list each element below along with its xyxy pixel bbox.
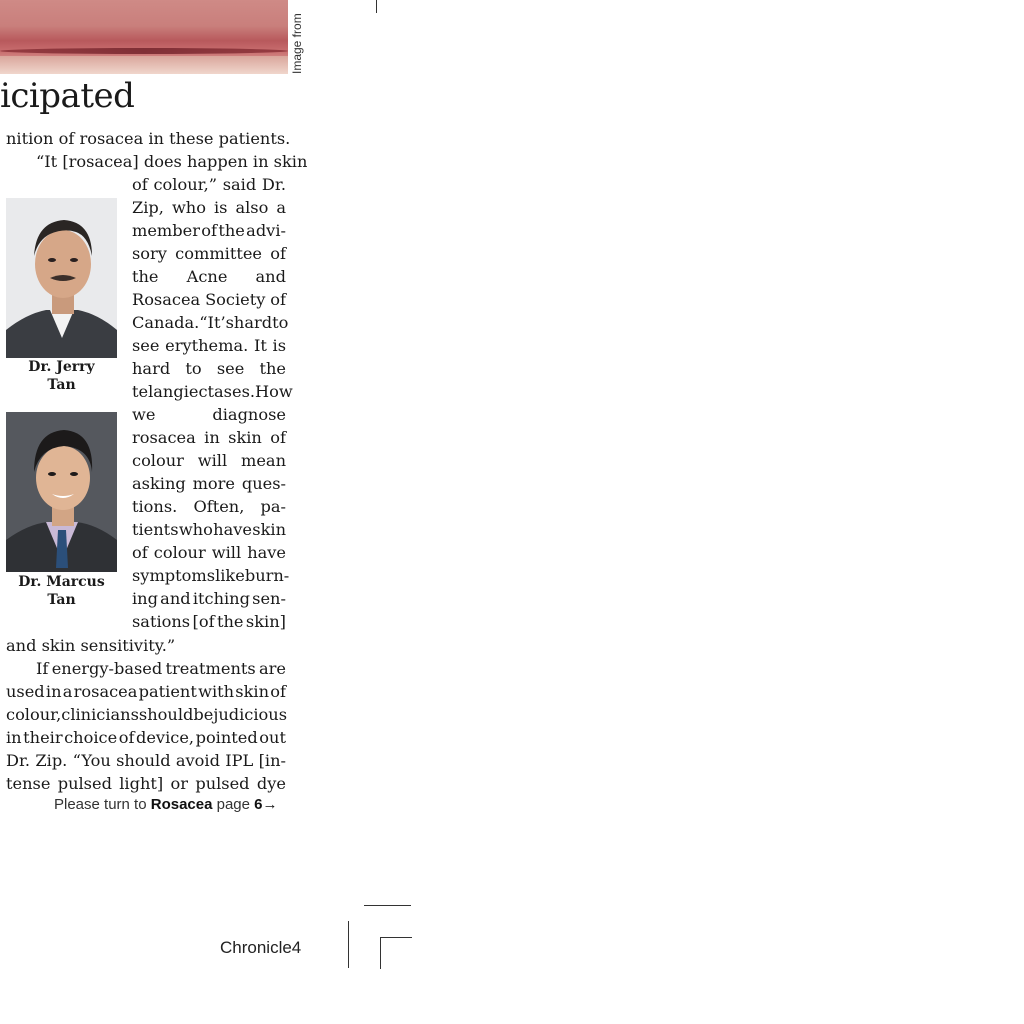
word: skin [235,682,270,701]
crop-mark-horizontal [364,905,411,906]
caption-jerry-line1: Dr. Jerry [28,359,95,375]
word: skin [228,428,262,447]
word: burn- [244,566,290,585]
image-credit: Image from [290,13,304,74]
article-body-paragraph-2 [6,657,286,797]
paragraph-2-line [6,680,286,703]
caption-marcus-line1: Dr. Marcus [18,574,105,590]
word: clinicians [61,705,139,724]
word: energy-based [51,659,163,678]
word: How [255,382,293,401]
word: should [116,751,171,770]
word: member [132,221,200,240]
word: should [138,705,194,724]
word: of [118,728,135,747]
word: more [192,474,235,493]
word: colour,” [153,175,217,194]
word: and [160,589,191,608]
word: we [132,405,156,424]
word: of [132,175,148,194]
word: pointed [195,728,258,747]
word: erythema. [165,336,249,355]
word: [of [192,612,215,631]
continuation-line [54,796,278,813]
word: light] [119,774,164,793]
word: sations [132,612,191,631]
dr-marcus-tan-photo [6,412,117,572]
word: also [235,198,269,217]
paragraph-2-line [6,703,286,726]
word: sory [132,244,167,263]
word: [in- [258,751,286,770]
paragraph-2-line [6,772,286,795]
word: telangiectases. [132,382,256,401]
word: colour, [6,705,62,724]
word: will [211,543,242,562]
word: a [276,198,286,217]
wrapped-body-line [132,357,286,380]
word: “It’s [199,313,234,332]
word: avoid [175,751,220,770]
word: of [270,290,286,309]
wrapped-body-line [132,403,286,426]
word: are [259,659,286,678]
caption-marcus-tan [6,573,117,609]
caption-jerry-line2: Tan [47,377,76,393]
word: or [170,774,189,793]
word: diagnose [212,405,286,424]
wrapped-body-line [132,311,289,334]
word: colour [132,451,184,470]
word: hard [233,313,273,332]
word: to [185,359,202,378]
word: judicious [213,705,288,724]
word: the [132,267,159,286]
word: Zip, [132,198,164,217]
word: is [272,336,286,355]
wrapped-body-line [132,449,286,472]
wrapped-body-line [132,219,286,242]
caption-marcus-line2: Tan [47,592,76,608]
publication-title: Chronicle4 [220,938,302,957]
word: device, [135,728,195,747]
word: who [171,198,206,217]
continuation-page-number: 6 [254,796,263,813]
word: see [216,359,245,378]
word: asking [132,474,186,493]
article-body-wrapped [132,173,293,633]
word: symptoms [132,566,216,585]
word: Rosacea [132,290,201,309]
word: of [132,543,148,562]
word: “You [72,751,111,770]
word: will [197,451,228,470]
word: tions. [132,497,178,516]
word: a [62,682,73,701]
gutter-rule [348,921,349,968]
word: of [201,221,218,240]
word: rosacea [73,682,138,701]
word: skin [252,520,286,539]
word: rosacea [132,428,196,447]
word: to [272,313,289,332]
wrapped-body-line [132,541,286,564]
word: hard [132,359,171,378]
word: in [45,682,62,701]
word: itching [192,589,250,608]
wrapped-body-line [132,242,286,265]
paragraph-2-line [36,657,286,680]
word: tense [6,774,51,793]
word: tients [132,520,179,539]
word: said [222,175,257,194]
word: committee [175,244,263,263]
wrapped-body-line [132,334,286,357]
word: the [218,221,245,240]
word: their [23,728,63,747]
wrapped-body-line [132,173,286,196]
word: the [217,612,244,631]
body-line-2: “It [rosacea] does happen in skin [36,152,308,171]
word: patient [138,682,197,701]
continuation-page-word: page [212,796,255,813]
word: pulsed [57,774,112,793]
word: the [259,359,286,378]
word: Dr. [6,751,31,770]
continuation-section: Rosacea [150,796,213,813]
wrapped-body-line [132,265,286,288]
word: Zip. [35,751,68,770]
word: ques- [241,474,286,493]
word: have [247,543,286,562]
headline: icipated [0,76,135,116]
wrapped-body-line [132,564,290,587]
word: colour [153,543,206,562]
continuation-prefix: Please turn to [54,796,151,813]
body-line-after-wrap: and skin sensitivity.” [6,636,176,655]
wrapped-body-line [132,610,286,633]
wrapped-body-line [132,587,286,610]
word: of [270,428,286,447]
wrapped-body-line [132,196,286,219]
word: see [132,336,160,355]
word: of [270,682,286,701]
crop-mark-corner [380,937,412,969]
word: used [6,682,45,701]
rosacea-lips-photo [0,0,288,74]
word: mean [240,451,286,470]
word: Dr. [261,175,286,194]
crop-mark-top [376,0,377,13]
word: It [253,336,267,355]
body-line-1: nition of rosacea in these patients. [6,129,291,148]
word: out [259,728,286,747]
word: choice [64,728,118,747]
word: If [36,659,49,678]
wrapped-body-line [132,380,293,403]
paragraph-2-line [6,749,286,772]
word: in [204,428,220,447]
word: like [215,566,245,585]
wrapped-body-line [132,288,286,311]
word: Often, [193,497,245,516]
word: Acne [186,267,228,286]
word: of [270,244,286,263]
continuation-arrow-icon: → [262,796,278,813]
wrapped-body-line [132,472,286,495]
word: who [178,520,213,539]
word: treatments [165,659,256,678]
word: in [6,728,22,747]
word: Society [205,290,266,309]
word: and [255,267,286,286]
word: with [198,682,235,701]
paragraph-2-line [6,726,286,749]
word: skin] [245,612,286,631]
word: pulsed [195,774,250,793]
caption-jerry-tan [6,358,117,394]
word: Canada. [132,313,200,332]
word: sen- [252,589,286,608]
word: is [213,198,228,217]
word: dye [256,774,286,793]
word: IPL [225,751,254,770]
word: advi- [246,221,286,240]
wrapped-body-line [132,426,286,449]
word: ing [132,589,158,608]
word: pa- [260,497,286,516]
word: have [213,520,252,539]
word: be [193,705,214,724]
dr-jerry-tan-photo [6,198,117,358]
wrapped-body-line [132,495,286,518]
wrapped-body-line [132,518,286,541]
